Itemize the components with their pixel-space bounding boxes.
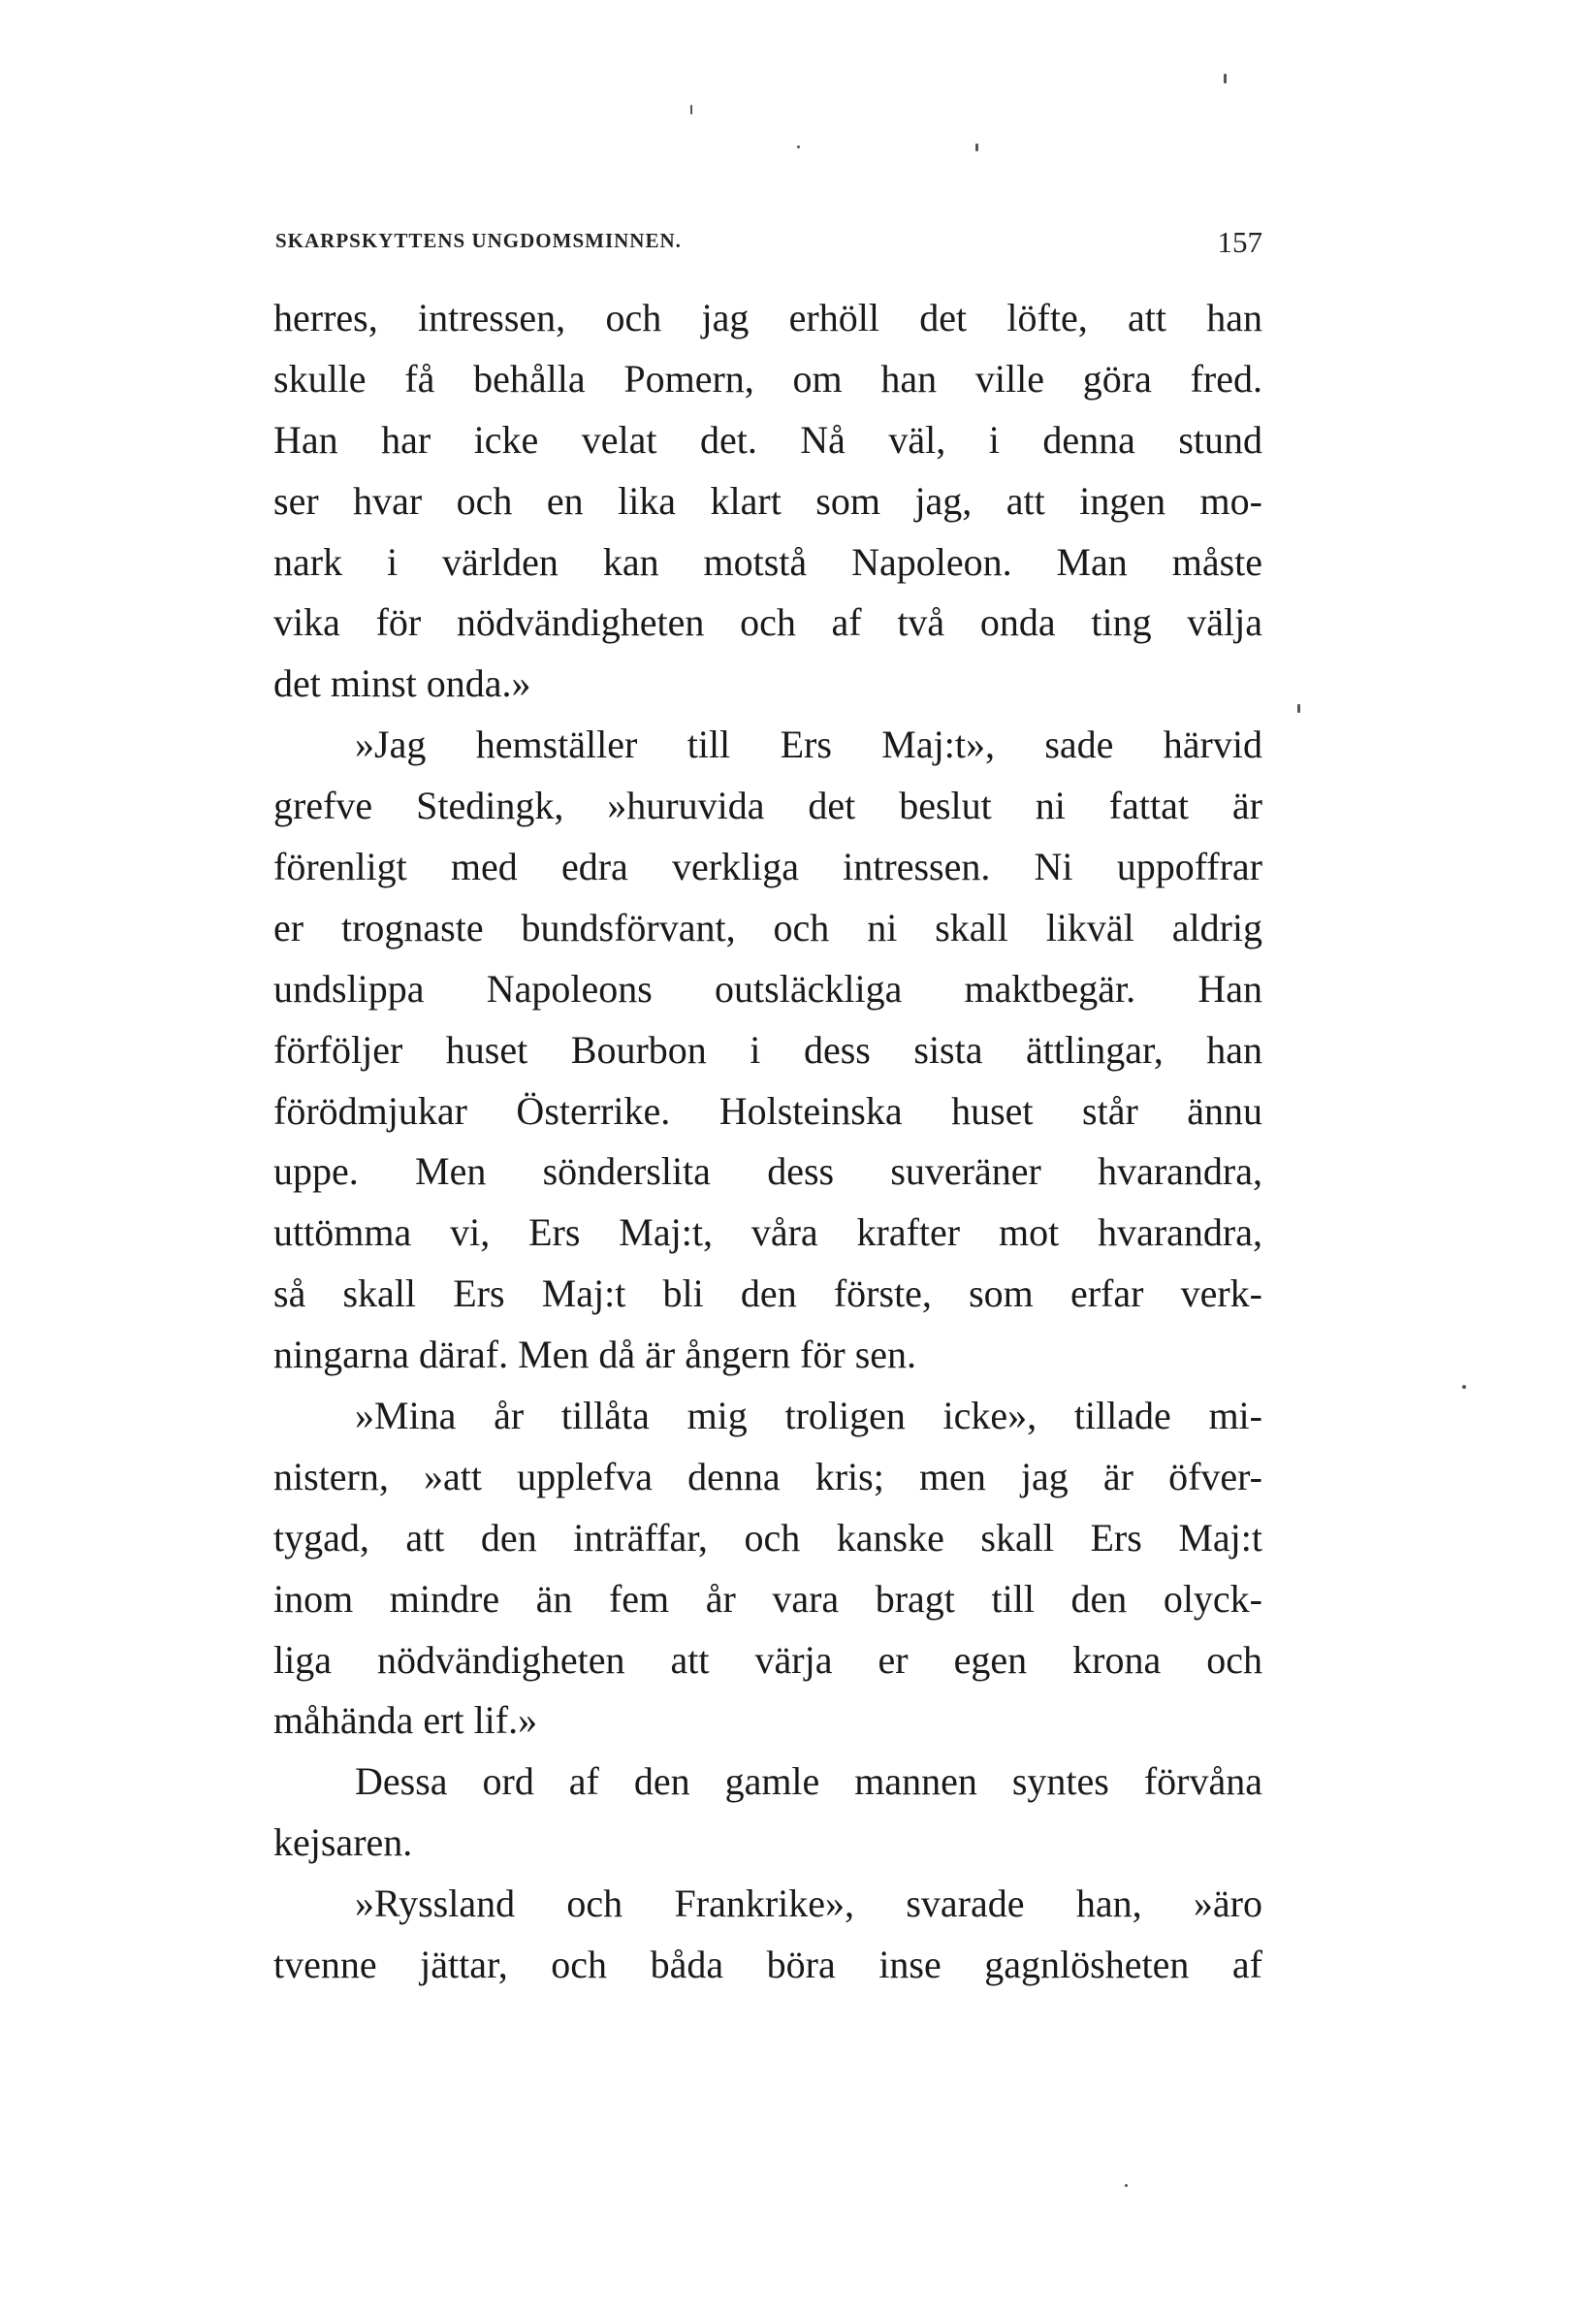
running-title: SKARPSKYTTENS UNGDOMSMINNEN. bbox=[275, 229, 682, 252]
text-line: måhända ert lif.» bbox=[273, 1698, 538, 1743]
text-line: Han har icke velat det. Nå väl, i denna stund bbox=[273, 417, 1262, 462]
text-line: det minst onda.» bbox=[273, 661, 531, 706]
scan-speck bbox=[975, 144, 978, 151]
scan-speck bbox=[690, 105, 692, 114]
text-line: så skall Ers Maj:t bli den förste, som erfar verk- bbox=[273, 1271, 1262, 1316]
text-line: »Jag hemställer till Ers Maj:t», sade härvid bbox=[355, 723, 1262, 767]
running-head bbox=[273, 225, 1262, 264]
text-line: tvenne jättar, och båda böra inse gagnlösheten af bbox=[273, 1943, 1262, 1987]
text-line: er trognaste bundsförvant, och ni skall likväl aldrig bbox=[273, 905, 1262, 949]
text-line: vika för nödvändigheten och af två onda ting välja bbox=[273, 600, 1262, 645]
scan-speck bbox=[797, 145, 800, 148]
text-line: undslippa Napoleons outsläckliga maktbegär. Han bbox=[273, 966, 1262, 1011]
text-line: kejsaren. bbox=[273, 1820, 413, 1865]
text-line: liga nödvändigheten att värja er egen krona och bbox=[273, 1637, 1262, 1682]
text-line: skulle få behålla Pomern, om han ville göra fred. bbox=[273, 356, 1262, 401]
text-line: »Ryssland och Frankrike», svarade han, »äro bbox=[355, 1882, 1262, 1926]
text-line: Dessa ord af den gamle mannen syntes förvåna bbox=[355, 1759, 1262, 1804]
text-line: förföljer huset Bourbon i dess sista ättlingar, han bbox=[273, 1027, 1262, 1072]
text-line: inom mindre än fem år vara bragt till den olyck- bbox=[273, 1576, 1262, 1621]
text-line: uttömma vi, Ers Maj:t, våra krafter mot hvarandra, bbox=[273, 1210, 1262, 1255]
text-line: »Mina år tillåta mig troligen icke», tillade mi- bbox=[355, 1394, 1262, 1438]
text-line: förenligt med edra verkliga intressen. Ni uppoffrar bbox=[273, 845, 1262, 889]
text-line: grefve Stedingk, »huruvida det beslut ni fattat är bbox=[273, 784, 1262, 828]
scan-speck bbox=[1462, 1385, 1466, 1389]
scan-speck bbox=[1125, 2184, 1128, 2187]
text-line: herres, intressen, och jag erhöll det löfte, att han bbox=[273, 296, 1262, 339]
scan-speck bbox=[1224, 74, 1227, 83]
page-number: 157 bbox=[1217, 225, 1262, 259]
text-line: nark i världen kan motstå Napoleon. Man måste bbox=[273, 539, 1262, 584]
scan-speck bbox=[1297, 704, 1300, 713]
text-line: förödmjukar Österrike. Holsteinska huset står ännu bbox=[273, 1088, 1262, 1133]
text-line: uppe. Men sönderslita dess suveräner hvarandra, bbox=[273, 1149, 1262, 1194]
body-text bbox=[273, 288, 1262, 1996]
text-line: nistern, »att upplefva denna kris; men jag är öfver- bbox=[273, 1454, 1262, 1498]
text-line: tygad, att den inträffar, och kanske skall Ers Maj:t bbox=[273, 1515, 1262, 1560]
text-line: ningarna däraf. Men då är ångern för sen. bbox=[273, 1333, 917, 1377]
text-line: ser hvar och en lika klart som jag, att ingen mo- bbox=[273, 478, 1262, 523]
